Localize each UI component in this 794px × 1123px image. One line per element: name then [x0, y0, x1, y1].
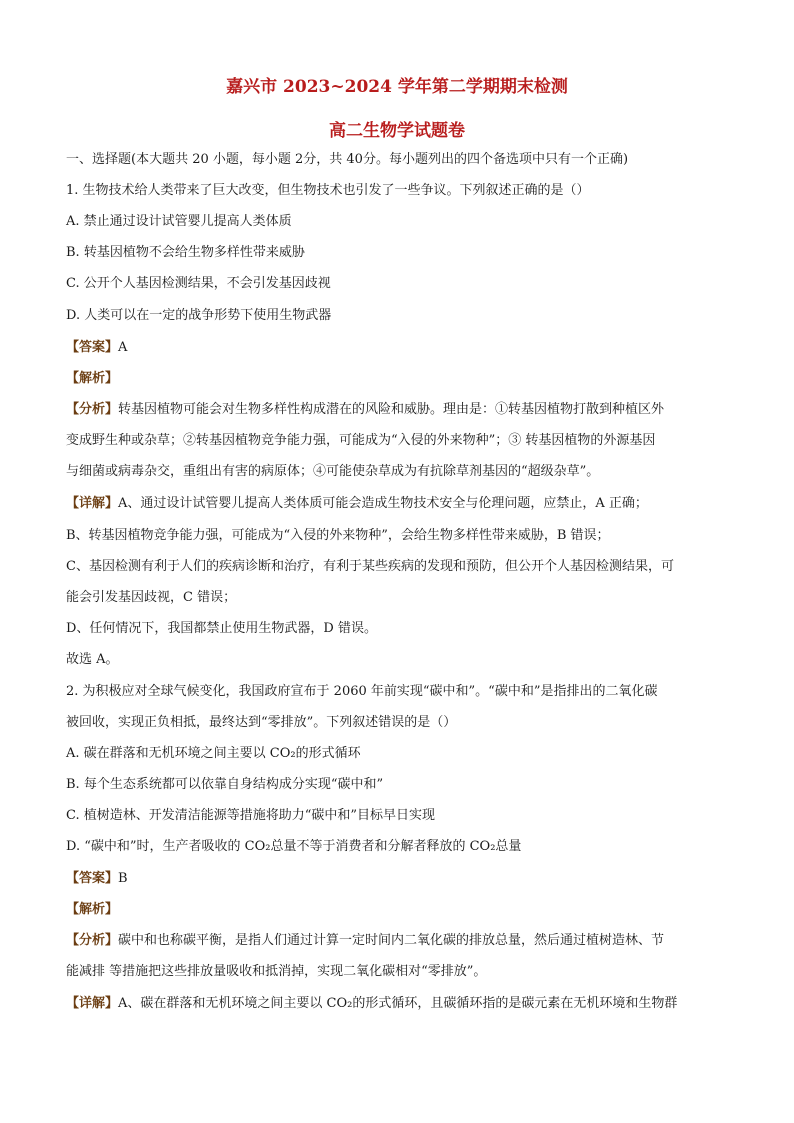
q1-option-d: D. 人类可以在一定的战争形势下使用生物武器 — [66, 308, 332, 323]
q1-analysis-heading — [66, 371, 118, 387]
answer-tag: 【答案】 — [66, 340, 119, 355]
q1-conclusion: 故选 A。 — [66, 652, 119, 667]
q1-option-a: A. 禁止通过设计试管婴儿提高人类体质 — [66, 214, 292, 229]
xiangjie-tag: 【详解】 — [66, 496, 119, 511]
q1-option-c: C. 公开个人基因检测结果，不会引发基因歧视 — [66, 276, 331, 291]
q1-answer-value: A — [118, 340, 128, 355]
q1-xiangjie-line-3: C、基因检测有利于人们的疾病诊断和治疗，有利于某些疾病的发现和预防，但公开个人基因检测结果，可 — [66, 559, 674, 574]
fenxi-tag: 【分析】 — [66, 933, 119, 948]
q1-fenxi-line-1 — [66, 402, 664, 418]
question-1-stem: 1. 生物技术给人类带来了巨大改变，但生物技术也引发了一些争议。下列叙述正确的是（） — [66, 183, 590, 198]
q2-analysis-heading — [66, 902, 118, 918]
q1-answer — [66, 340, 127, 356]
fenxi-tag: 【分析】 — [66, 402, 119, 417]
q2-fenxi-line-2: 能减排 等措施把这些排放量吸收和抵消掉，实现二氧化碳相对“零排放”。 — [66, 964, 487, 979]
q1-fenxi-line-2: 变成野生种或杂草；②转基因植物竞争能力强，可能成为“入侵的外来物种”；③ 转基因植物的外源基因 — [66, 433, 656, 448]
analysis-tag: 【解析】 — [66, 371, 119, 386]
q1-xiangjie-line-2: B、转基因植物竞争能力强，可能成为“入侵的外来物种”，会给生物多样性带来威胁，B 错误； — [66, 528, 610, 543]
q2-option-d: D. “碳中和”时，生产者吸收的 CO₂总量不等于消费者和分解者释放的 CO₂总量 — [66, 839, 522, 854]
q2-option-b: B. 每个生态系统都可以依靠自身结构成分实现“碳中和” — [66, 777, 384, 792]
q1-option-b: B. 转基因植物不会给生物多样性带来威胁 — [66, 245, 305, 260]
q1-xiangjie-text-1: A、通过设计试管婴儿提高人类体质可能会造成生物技术安全与伦理问题，应禁止，A 正确； — [118, 496, 648, 511]
question-2-stem-line-2: 被回收，实现正负相抵，最终达到“零排放”。下列叙述错误的是（） — [66, 715, 457, 730]
answer-tag: 【答案】 — [66, 871, 119, 886]
page-subtitle: 高二生物学试题卷 — [329, 121, 465, 141]
xiangjie-tag: 【详解】 — [66, 996, 119, 1011]
q2-fenxi-line-1 — [66, 933, 664, 949]
q2-xiangjie-line-1 — [66, 996, 677, 1012]
page-title: 嘉兴市 2023~2024 学年第二学期期末检测 — [226, 77, 568, 97]
analysis-tag: 【解析】 — [66, 902, 119, 917]
q2-answer — [66, 871, 128, 887]
question-2-stem-line-1: 2. 为积极应对全球气候变化，我国政府宣布于 2060 年前实现“碳中和”。“碳中和”是指排出的二氧化碳 — [66, 684, 658, 699]
section-intro: 一、选择题(本大题共 20 小题，每小题 2分，共 40分。每小题列出的四个备选项中只有一个正确) — [66, 152, 629, 167]
q1-xiangjie-line-5: D、任何情况下，我国都禁止使用生物武器，D 错误。 — [66, 621, 377, 636]
q1-fenxi-line-3: 与细菌或病毒杂交，重组出有害的病原体；④可能使杂草成为有抗除草剂基因的“超级杂草”。 — [66, 464, 600, 479]
q2-answer-value: B — [118, 871, 128, 886]
q2-option-c: C. 植树造林、开发清洁能源等措施将助力“碳中和”目标早日实现 — [66, 808, 436, 823]
q2-xiangjie-text-1: A、碳在群落和无机环境之间主要以 CO₂的形式循环，且碳循环指的是碳元素在无机环境和生物群 — [118, 996, 678, 1011]
q2-option-a: A. 碳在群落和无机环境之间主要以 CO₂的形式循环 — [66, 746, 361, 761]
q1-xiangjie-line-4: 能会引发基因歧视，C 错误； — [66, 590, 237, 605]
q2-fenxi-text-1: 碳中和也称碳平衡，是指人们通过计算一定时间内二氧化碳的排放总量，然后通过植树造林、节 — [118, 933, 665, 948]
q1-fenxi-text-1: 转基因植物可能会对生物多样性构成潜在的风险和威胁。理由是：①转基因植物打散到种植区外 — [118, 402, 665, 417]
q1-xiangjie-line-1 — [66, 496, 648, 512]
